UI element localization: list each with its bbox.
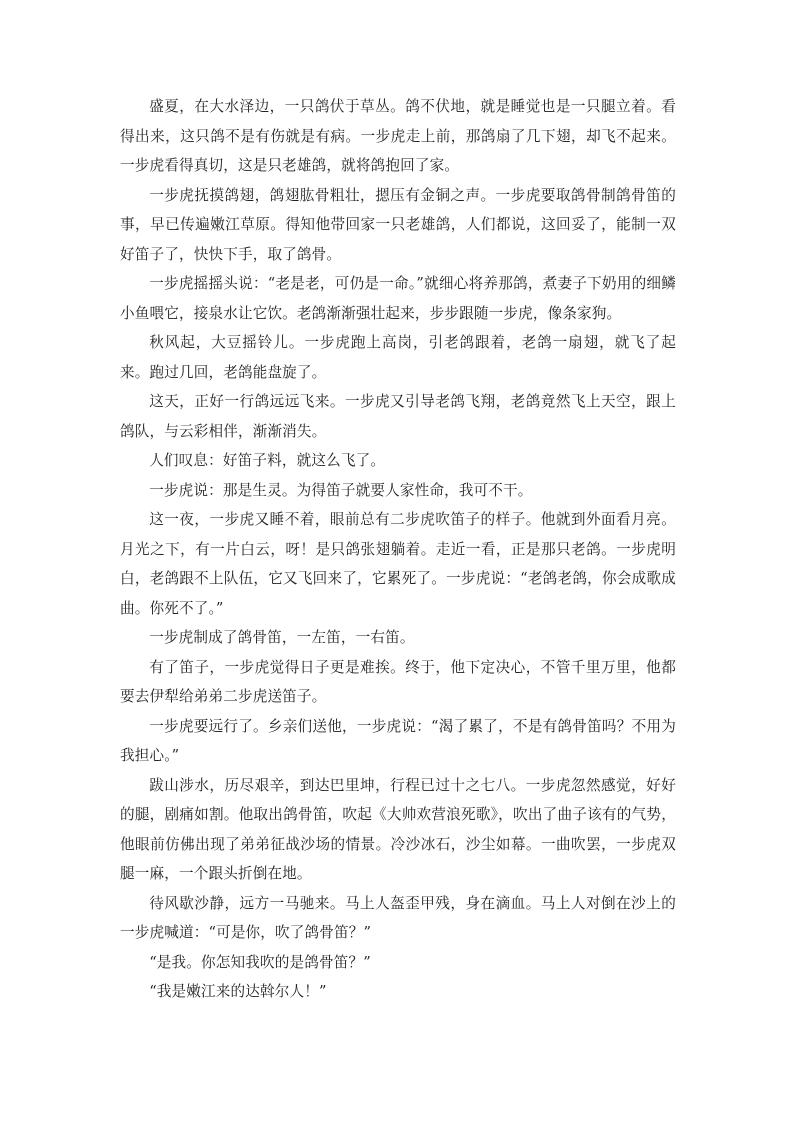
paragraph-14: “是我。你怎知我吹的是鸽骨笛？” [149, 953, 371, 971]
paragraph-15: “我是嫩江来的达斡尔人！” [149, 983, 327, 1000]
paragraph-1: 盛夏，在大水泽边，一只鸽伏于草丛。鸽不伏地，就是睡觉也是一只腿立着。看得出来，这只鸽不是有伤就是有病。一步虎走上前，那鸽扇了几下翅，却飞不起来。一步虎看得真切，这是只老雄鸽，就将鸽抱回了家。 [120, 98, 676, 174]
paragraph-12: 跋山涉水，历尽艰辛，到达巴里坤，行程已过十之七八。一步虎忽然感觉，好好的腿，剧痛如割。他取出鸽骨笛，吹起《大帅欢营浪死歌》，吹出了曲子该有的气势，他眼前仿佛出现了弟弟征战沙场的情景。冷沙冰石，沙尘如幕。一曲吹罢，一步虎双腿一麻，一个跟头折倒在地。 [120, 776, 676, 882]
paragraph-7: 一步虎说：那是生灵。为得笛子就要人家性命，我可不干。 [149, 481, 533, 499]
paragraph-9: 一步虎制成了鸽骨笛，一左笛，一右笛。 [149, 629, 415, 646]
paragraph-4: 秋风起，大豆摇铃儿。一步虎跑上高岗，引老鸽跟着，老鸽一扇翅，就飞了起来。跑过几回，老鸽能盘旋了。 [120, 334, 676, 381]
paragraph-13: 待风歇沙静，远方一马驰来。马上人盔歪甲残，身在滴血。马上人对倒在沙上的一步虎喊道：“可是你，吹了鸽骨笛？” [120, 894, 676, 941]
paragraph-3: 一步虎摇摇头说：“老是老，可仍是一命。”就细心将养那鸽，煮妻子下奶用的细鳞小鱼喂它，接泉水让它饮。老鸽渐渐强壮起来，步步跟随一步虎，像条家狗。 [120, 275, 676, 322]
paragraph-10: 有了笛子，一步虎觉得日子更是难挨。终于，他下定决心，不管千里万里，他都要去伊犁给弟弟二步虎送笛子。 [120, 658, 676, 705]
paragraph-5: 这天，正好一行鸽远远飞来。一步虎又引导老鸽飞翔，老鸽竟然飞上天空，跟上鸽队，与云彩相伴，渐渐消失。 [120, 393, 676, 440]
paragraph-8: 这一夜，一步虎又睡不着，眼前总有二步虎吹笛子的样子。他就到外面看月亮。月光之下，有一片白云，呀！是只鸽张翅躺着。走近一看，正是那只老鸽。一步虎明白，老鸽跟不上队伍，它又飞回来了，它累死了。一步虎说：“老鸽老鸽，你会成歌成曲。你死不了。” [120, 511, 676, 617]
paragraph-11: 一步虎要远行了。乡亲们送他，一步虎说：“渴了累了，不是有鸽骨笛吗？不用为我担心。” [120, 717, 676, 764]
paragraph-2: 一步虎抚摸鸽翅，鸽翅肱骨粗壮，摁压有金铜之声。一步虎要取鸽骨制鸽骨笛的事，早已传遍嫩江草原。得知他带回家一只老雄鸽，人们都说，这回妥了，能制一双好笛子了，快快下手，取了鸽骨。 [120, 186, 676, 263]
story-body [120, 92, 676, 1007]
paragraph-6: 人们叹息：好笛子料，就这么飞了。 [149, 452, 386, 469]
